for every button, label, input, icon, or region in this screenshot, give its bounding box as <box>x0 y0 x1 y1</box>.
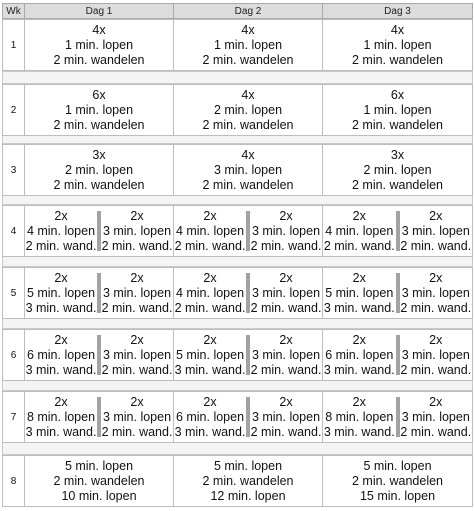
workout-line: 5 min. lopen <box>325 285 394 300</box>
workout-block <box>25 271 97 316</box>
day-cell <box>322 19 473 71</box>
day-cell <box>173 144 323 196</box>
workout-line: 1 min. lopen <box>64 37 134 52</box>
day-cell <box>173 19 323 71</box>
day-cell <box>173 391 323 443</box>
workout-line: 2 min. wand. <box>250 362 322 377</box>
header-day-label: Dag 3 <box>384 5 411 17</box>
workout-block <box>101 271 173 316</box>
workout-line: 2x <box>203 270 217 285</box>
workout-line: 3 min. lopen <box>251 223 321 238</box>
workout-line: 4 min. lopen <box>175 285 245 300</box>
workout-line: 2x <box>429 332 443 347</box>
workout-block <box>250 333 322 378</box>
workout-line: 6 min. lopen <box>26 347 96 362</box>
week-number: 4 <box>10 225 17 237</box>
day-cell <box>322 205 473 257</box>
workout-block <box>323 459 472 504</box>
workout-line: 4 min. lopen <box>175 223 245 238</box>
week-number: 6 <box>10 349 17 361</box>
workout-line: 2x <box>279 394 293 409</box>
day-cell <box>322 391 473 443</box>
workout-line: 4 min. lopen <box>325 223 394 238</box>
workout-line: 2x <box>429 270 443 285</box>
workout-line: 2 min. wandelen <box>351 52 444 67</box>
day-cell <box>322 329 473 381</box>
workout-block <box>323 209 396 254</box>
workout-line: 2 min. wand. <box>400 238 472 253</box>
day-cell <box>24 84 174 136</box>
workout-line: 3 min. lopen <box>251 347 321 362</box>
workout-line: 2x <box>279 332 293 347</box>
workout-line: 2 min. wand. <box>25 238 97 253</box>
workout-block <box>323 271 396 316</box>
workout-block <box>174 88 322 133</box>
header-week <box>2 3 25 19</box>
workout-line: 2 min. lopen <box>64 162 134 177</box>
week-cell <box>2 391 25 443</box>
workout-line: 2 min. wandelen <box>202 177 294 192</box>
workout-line: 5 min. lopen <box>26 285 96 300</box>
workout-block <box>25 209 97 254</box>
workout-line: 3 min. wand. <box>174 424 246 439</box>
day-cell <box>173 455 323 507</box>
workout-block <box>400 271 473 316</box>
workout-line: 2 min. wandelen <box>53 52 145 67</box>
workout-block <box>25 395 97 440</box>
workout-line: 2x <box>352 394 366 409</box>
workout-block <box>250 271 322 316</box>
workout-block <box>400 333 473 378</box>
workout-line: 1 min. lopen <box>213 37 283 52</box>
workout-block <box>101 395 173 440</box>
week-number: 7 <box>10 411 17 423</box>
workout-line: 2x <box>279 270 293 285</box>
workout-block <box>174 23 322 68</box>
workout-line: 4x <box>390 22 405 37</box>
week-cell <box>2 329 25 381</box>
workout-line: 3 min. wand. <box>174 362 246 377</box>
workout-line: 2x <box>54 208 68 223</box>
workout-line: 2 min. wand. <box>174 300 246 315</box>
workout-line: 3x <box>390 147 405 162</box>
workout-line: 2 min. wandelen <box>351 473 444 488</box>
workout-line: 3 min. wand. <box>323 362 395 377</box>
workout-block <box>25 88 173 133</box>
workout-line: 2 min. wand. <box>250 300 322 315</box>
workout-line: 2 min. lopen <box>363 162 432 177</box>
workout-line: 2x <box>352 208 366 223</box>
workout-line: 4x <box>241 147 255 162</box>
workout-line: 6 min. lopen <box>325 347 394 362</box>
workout-line: 2x <box>203 332 217 347</box>
workout-line: 2 min. wand. <box>101 424 173 439</box>
workout-block <box>323 395 396 440</box>
day-cell <box>322 84 473 136</box>
workout-line: 4 min. lopen <box>26 223 96 238</box>
workout-line: 2 min. wand. <box>101 300 173 315</box>
workout-block <box>101 209 173 254</box>
week-number: 1 <box>10 39 17 51</box>
workout-line: 2 min. wandelen <box>351 177 444 192</box>
week-cell <box>2 84 25 136</box>
spacer-row <box>2 71 473 84</box>
day-cell <box>24 391 174 443</box>
header-day-3 <box>322 3 473 19</box>
week-cell <box>2 144 25 196</box>
workout-line: 2 min. wandelen <box>202 473 294 488</box>
day-cell <box>322 267 473 319</box>
workout-line: 15 min. lopen <box>359 488 436 503</box>
day-cell <box>24 267 174 319</box>
workout-line: 3 min. lopen <box>102 409 172 424</box>
workout-block <box>400 395 473 440</box>
workout-line: 2 min. lopen <box>213 102 283 117</box>
workout-line: 2x <box>429 394 443 409</box>
workout-line: 2 min. wand. <box>400 300 472 315</box>
workout-line: 2x <box>203 208 217 223</box>
workout-line: 2 min. wand. <box>101 362 173 377</box>
workout-block <box>174 333 246 378</box>
workout-line: 3 min. lopen <box>401 409 470 424</box>
workout-line: 3 min. wand. <box>25 362 97 377</box>
workout-block <box>250 395 322 440</box>
workout-line: 3 min. lopen <box>102 223 172 238</box>
workout-line: 2x <box>352 270 366 285</box>
workout-line: 2 min. wand. <box>250 424 322 439</box>
workout-line: 2 min. wand. <box>400 424 472 439</box>
workout-block <box>174 271 246 316</box>
workout-line: 3 min. lopen <box>251 409 321 424</box>
workout-line: 1 min. lopen <box>64 102 134 117</box>
day-cell <box>173 329 323 381</box>
day-cell <box>24 205 174 257</box>
workout-line: 1 min. lopen <box>363 37 432 52</box>
workout-line: 4x <box>241 87 255 102</box>
workout-line: 3 min. wand. <box>323 300 395 315</box>
workout-block <box>25 23 173 68</box>
workout-line: 2 min. wandelen <box>53 117 145 132</box>
workout-line: 5 min. lopen <box>213 458 283 473</box>
workout-block <box>174 395 246 440</box>
workout-line: 2 min. wand. <box>101 238 173 253</box>
day-cell <box>24 329 174 381</box>
workout-line: 2 min. wandelen <box>53 473 145 488</box>
week-cell <box>2 267 25 319</box>
week-number: 5 <box>10 287 17 299</box>
day-cell <box>173 84 323 136</box>
day-cell <box>173 205 323 257</box>
workout-line: 2 min. wandelen <box>202 117 294 132</box>
header-day-label: Dag 1 <box>85 5 113 17</box>
workout-line: 2x <box>429 208 443 223</box>
week-cell <box>2 205 25 257</box>
day-cell <box>173 267 323 319</box>
week-number: 3 <box>10 164 17 176</box>
workout-line: 2x <box>130 208 144 223</box>
workout-line: 4x <box>241 22 255 37</box>
day-cell <box>322 455 473 507</box>
workout-line: 2 min. wandelen <box>351 117 444 132</box>
workout-line: 2x <box>352 332 366 347</box>
workout-line: 2x <box>130 394 144 409</box>
workout-line: 10 min. lopen <box>61 488 137 503</box>
workout-line: 2x <box>279 208 293 223</box>
workout-line: 2 min. wand. <box>174 238 246 253</box>
workout-line: 3 min. lopen <box>213 162 283 177</box>
header-week-label: Wk <box>6 5 21 17</box>
workout-block <box>323 23 472 68</box>
workout-block <box>174 459 322 504</box>
workout-line: 2 min. wand. <box>400 362 472 377</box>
workout-block <box>323 88 472 133</box>
workout-line: 3 min. lopen <box>102 347 172 362</box>
header-day-label: Dag 2 <box>234 5 262 17</box>
workout-line: 2 min. wandelen <box>202 52 294 67</box>
week-cell <box>2 455 25 507</box>
workout-line: 3 min. lopen <box>401 285 470 300</box>
workout-line: 8 min. lopen <box>26 409 96 424</box>
workout-line: 6 min. lopen <box>175 409 245 424</box>
workout-block <box>101 333 173 378</box>
workout-line: 5 min. lopen <box>64 458 134 473</box>
workout-line: 2x <box>130 270 144 285</box>
workout-block <box>174 209 246 254</box>
workout-line: 2 min. wand. <box>250 238 322 253</box>
workout-line: 5 min. lopen <box>363 458 432 473</box>
workout-line: 4x <box>92 22 106 37</box>
workout-line: 3 min. wand. <box>25 424 97 439</box>
workout-block <box>25 148 173 193</box>
workout-line: 12 min. lopen <box>210 488 286 503</box>
workout-line: 6x <box>92 87 106 102</box>
workout-line: 6x <box>390 87 405 102</box>
week-number: 2 <box>10 104 17 116</box>
workout-line: 2x <box>54 270 68 285</box>
day-cell <box>24 455 174 507</box>
workout-line: 3 min. lopen <box>102 285 172 300</box>
workout-block <box>400 209 473 254</box>
workout-line: 3 min. wand. <box>25 300 97 315</box>
week-number: 8 <box>10 475 17 487</box>
workout-block <box>250 209 322 254</box>
workout-line: 2x <box>130 332 144 347</box>
header-day-1 <box>24 3 174 19</box>
workout-line: 3 min. lopen <box>401 223 470 238</box>
workout-line: 8 min. lopen <box>325 409 394 424</box>
workout-line: 5 min. lopen <box>175 347 245 362</box>
workout-line: 2 min. wand. <box>323 238 395 253</box>
workout-line: 2x <box>203 394 217 409</box>
workout-block <box>174 148 322 193</box>
header-day-2 <box>173 3 323 19</box>
workout-line: 3 min. wand. <box>323 424 395 439</box>
workout-line: 2 min. wandelen <box>53 177 145 192</box>
workout-line: 2x <box>54 332 68 347</box>
workout-block <box>323 333 396 378</box>
day-cell <box>24 19 174 71</box>
spacer-row <box>2 442 473 455</box>
workout-line: 3 min. lopen <box>401 347 470 362</box>
workout-line: 3x <box>92 147 106 162</box>
week-cell <box>2 19 25 71</box>
workout-block <box>25 333 97 378</box>
workout-line: 3 min. lopen <box>251 285 321 300</box>
day-cell <box>24 144 174 196</box>
workout-block <box>25 459 173 504</box>
workout-line: 2x <box>54 394 68 409</box>
workout-block <box>323 148 472 193</box>
day-cell <box>322 144 473 196</box>
workout-line: 1 min. lopen <box>363 102 432 117</box>
